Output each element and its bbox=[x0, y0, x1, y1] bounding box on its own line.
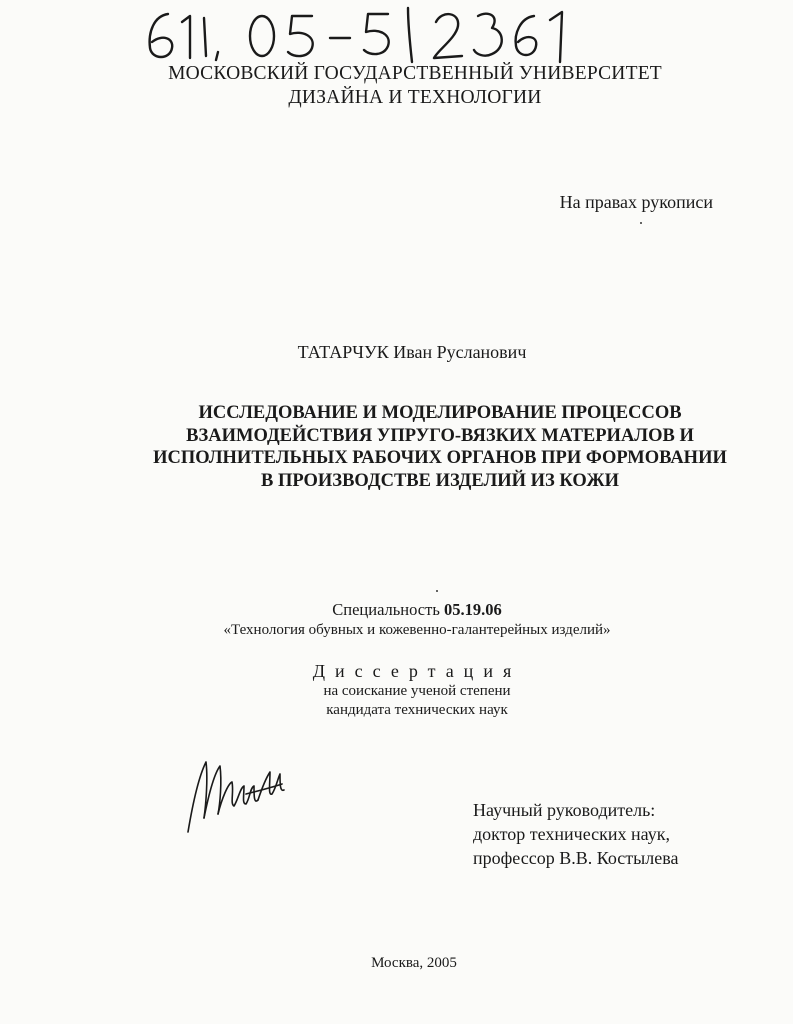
thesis-block bbox=[0, 660, 793, 720]
city-year: Москва, 2005 bbox=[371, 955, 457, 971]
speciality-code: 05.19.06 bbox=[443, 600, 502, 619]
supervisor-line-2: доктор технических наук, bbox=[473, 824, 670, 844]
speciality-name: «Технология обувных и кожевенно-галантерейных изделий» bbox=[223, 622, 611, 638]
speck bbox=[640, 222, 642, 224]
university-name bbox=[0, 62, 793, 110]
speck bbox=[436, 590, 438, 592]
title-line-3: ИСПОЛНИТЕЛЬНЫХ РАБОЧИХ ОРГАНОВ ПРИ ФОРМОВАНИИ bbox=[153, 448, 727, 468]
speciality-line bbox=[0, 600, 793, 620]
thesis-degree-line-2: кандидата технических наук bbox=[326, 702, 508, 718]
speciality-block bbox=[0, 600, 793, 640]
rights-note: На правах рукописи bbox=[559, 192, 713, 212]
university-line-2: ДИЗАЙНА И ТЕХНОЛОГИИ bbox=[288, 87, 542, 108]
supervisor-line-1: Научный руководитель: bbox=[473, 800, 656, 820]
thesis-degree-line-1: на соискание ученой степени bbox=[323, 683, 511, 699]
supervisor-line-3: профессор В.В. Костылева bbox=[473, 848, 679, 868]
author-name: ТАТАРЧУК Иван Русланович bbox=[297, 342, 527, 362]
thesis-word: Диссертация bbox=[312, 661, 522, 681]
title-line-1: ИССЛЕДОВАНИЕ И МОДЕЛИРОВАНИЕ ПРОЦЕССОВ bbox=[198, 403, 682, 423]
author-signature bbox=[184, 748, 294, 838]
university-line-1: МОСКОВСКИЙ ГОСУДАРСТВЕННЫЙ УНИВЕРСИТЕТ bbox=[168, 63, 662, 84]
title-line-2: ВЗАИМОДЕЙСТВИЯ УПРУГО-ВЯЗКИХ МАТЕРИАЛОВ И bbox=[186, 425, 694, 446]
title-line-4: В ПРОИЗВОДСТВЕ ИЗДЕЛИЙ ИЗ КОЖИ bbox=[260, 470, 619, 491]
handwritten-catalog-number bbox=[140, 2, 580, 66]
supervisor-block bbox=[473, 798, 678, 870]
dissertation-title bbox=[0, 402, 793, 492]
signature-drawing bbox=[184, 748, 294, 838]
handwritten-catalog-number-drawing bbox=[140, 2, 580, 66]
speciality-label: Специальность bbox=[332, 600, 440, 619]
